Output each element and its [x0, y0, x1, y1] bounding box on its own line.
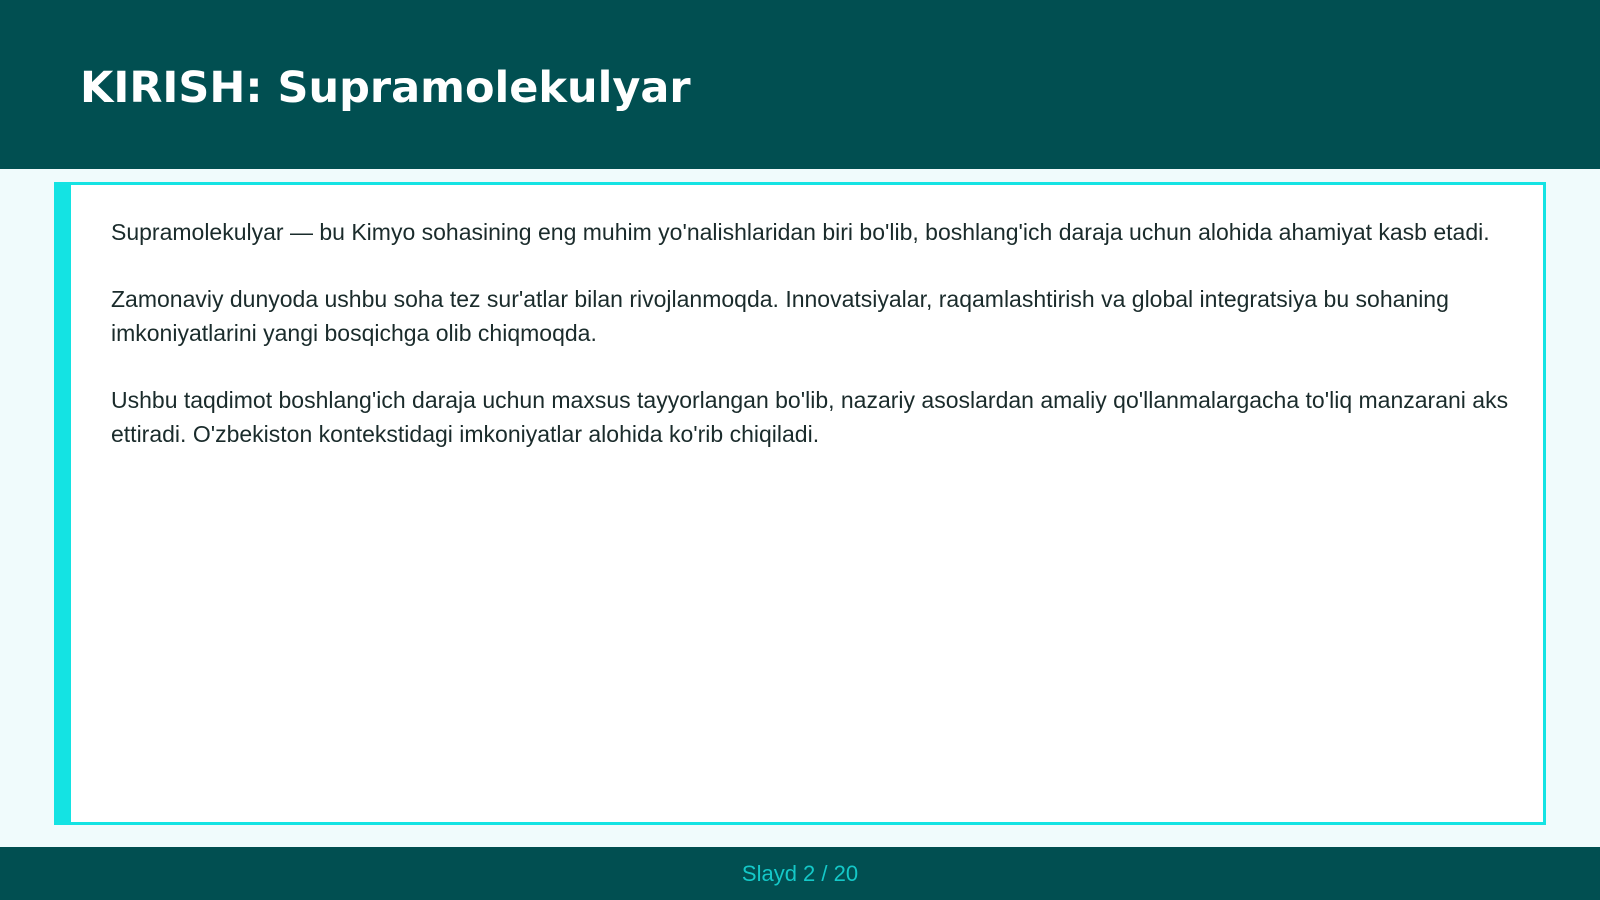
slide-footer: [0, 847, 1600, 900]
paragraph-modern-world: Zamonaviy dunyoda ushbu soha tez sur'atlar bilan rivojlanmoqda. Innovatsiyalar, raqamlashtirish va global integratsiya bu sohaning imkoniyatlarini yangi bosqichga olib chiqmoqda.: [111, 286, 1449, 346]
content-body: [111, 215, 1511, 484]
slide-number: Slayd 2 / 20: [741, 861, 859, 886]
paragraph-intro: Supramolekulyar — bu Kimyo sohasining eng muhim yo'nalishlaridan biri bo'lib, boshlang'ich daraja uchun alohida ahamiyat kasb etadi.: [111, 219, 1490, 245]
slide-title: KIRISH: Supramolekulyar: [80, 63, 691, 113]
content-panel: [54, 182, 1546, 825]
slide-header: [0, 0, 1600, 169]
paragraph-presentation-scope: Ushbu taqdimot boshlang'ich daraja uchun maxsus tayyorlangan bo'lib, nazariy asoslardan amaliy qo'llanmalargacha to'liq manzarani aks ettiradi. O'zbekiston kontekstidagi imkoniyatlar alohida ko'rib chiqiladi.: [111, 387, 1509, 447]
